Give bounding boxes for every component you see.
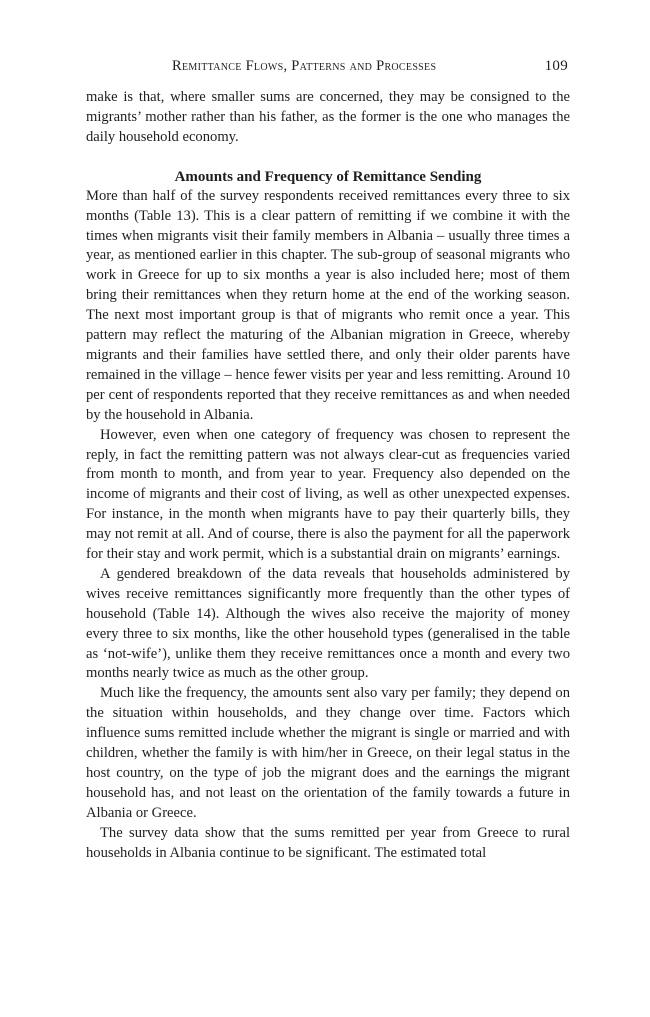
book-page [86, 58, 570, 864]
paragraph-continuation: make is that, where smaller sums are concerned, they may be consigned to the migrants’ mother rather than his father, as the former is the one who manages the daily household economy. [86, 89, 570, 145]
body-text [86, 88, 570, 864]
paragraph-amounts: Much like the frequency, the amounts sent also vary per family; they depend on the situation within households, and they change over time. Factors which influence sums remitted include whether the migrant is single or married and with children, whether the family is with him/her in Greece, on their legal status in the host country, on the type of job the migrant does and the earnings the migrant household has, and not least on the orientation of the family towards a future in Albania or Greece. [86, 685, 570, 821]
paragraph-gender: A gendered breakdown of the data reveals that households administered by wives receive remittances significantly more frequently than the other types of household (Table 14). Although the wives also receive the majority of money every three to six months, like the other household types (generalised in the table as ‘not-wife’), unlike them they receive remittances once a month and every two months nearly twice as much as the other group. [86, 565, 570, 682]
page-number: 109 [544, 58, 568, 74]
paragraph-frequency: More than half of the survey respondents received remittances every three to six months (Table 13). This is a clear pattern of remitting if we combine it with the times when migrants visit their family members in Albania – usually three times a year, as mentioned earlier in this chapter. The sub-group of seasonal migrants who work in Greece for up to six months a year is also included here; most of them bring their remittances when they return home at the end of the working season. The next most important group is that of migrants who remit once a year. This pattern may reflect the maturing of the Albanian migration in Greece, whereby migrants and their families have settled there, and only their older parents have remained in the village – hence fewer visits per year and less remitting. Around 10 per cent of respondents reported that they receive remittances as and when needed by the household in Albania. [86, 187, 570, 423]
paragraph-survey: The survey data show that the sums remitted per year from Greece to rural households in Albania continue to be significant. The estimated total [86, 824, 570, 861]
running-header [86, 58, 570, 80]
running-title: Remittance Flows, Patterns and Processes [172, 58, 437, 74]
section-heading: Amounts and Frequency of Remittance Sending [174, 168, 482, 185]
paragraph-variation: However, even when one category of frequency was chosen to represent the reply, in fact the remitting pattern was not always clear-cut as frequencies varied from month to month, and from year to year. Frequency also depended on the income of migrants and their cost of living, as well as other unexpected expenses. For instance, in the month when migrants have to pay their quarterly bills, they may not remit at all. And of course, there is also the payment for all the paperwork for their stay and work permit, which is a substantial drain on migrants’ earnings. [86, 426, 570, 563]
